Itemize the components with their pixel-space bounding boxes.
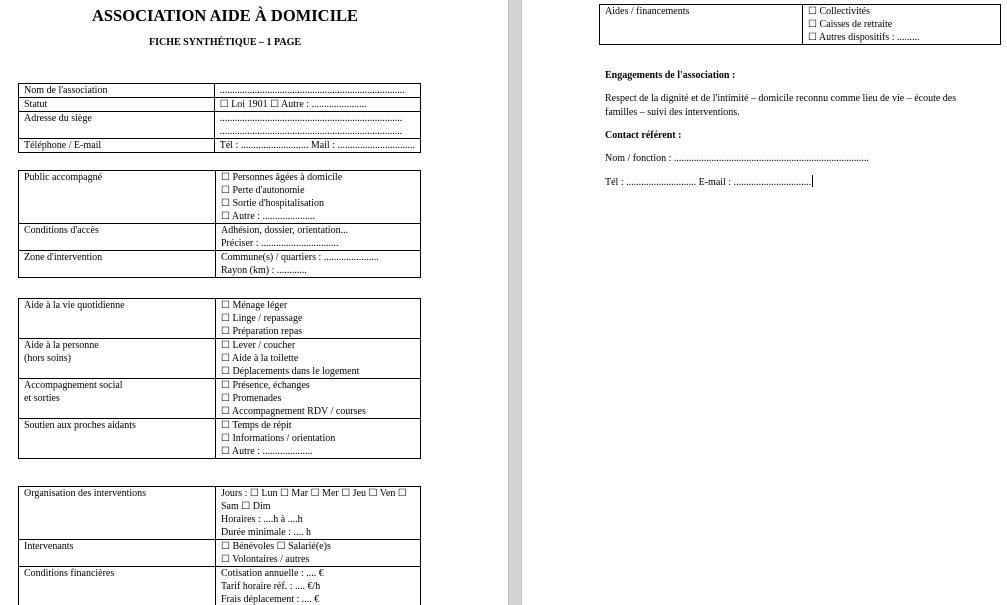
field-label-line: Intervenants	[24, 541, 74, 552]
field-value[interactable]	[216, 540, 421, 567]
field-value-line[interactable]: ☐ Informations / orientation	[221, 433, 336, 444]
field-label	[19, 171, 216, 224]
field-label-line: Zone d'intervention	[24, 252, 103, 263]
field-value-line[interactable]: ☐ Personnes âgées à domicile	[221, 172, 343, 183]
field-value-line[interactable]: Durée minimale : .... h	[221, 527, 311, 538]
field-label-line: Conditions financières	[24, 568, 115, 579]
public-table	[18, 170, 421, 278]
contact-heading: Contact référent :	[605, 130, 682, 141]
field-value-line[interactable]: ..........................................................................	[219, 85, 405, 96]
field-value-line[interactable]: ☐ Promenades	[221, 393, 282, 404]
field-value[interactable]	[216, 299, 421, 339]
field-label	[19, 224, 216, 251]
field-value[interactable]	[216, 419, 421, 459]
field-value-line[interactable]: ☐ Temps de répit	[221, 420, 292, 431]
field-value-line[interactable]: .........................................................................	[219, 113, 403, 124]
field-label	[19, 299, 216, 339]
form-row	[19, 487, 421, 540]
field-value-line[interactable]: ☐ Déplacements dans le logement	[221, 366, 360, 377]
field-label-line: Aides / financements	[605, 6, 690, 17]
field-value-line[interactable]: ☐ Linge / repassage	[221, 313, 303, 324]
form-row	[19, 171, 421, 224]
field-label-line: Aide à la personne	[24, 340, 99, 351]
field-value-line[interactable]: ☐ Perte d'autonomie	[221, 185, 305, 196]
contact-tel-email-field[interactable]: Tél : ............................ E-mail : ...............................	[605, 177, 812, 188]
field-value-line[interactable]: ☐ Accompagnement RDV / courses	[221, 406, 366, 417]
form-row	[19, 540, 421, 567]
document-page-right	[522, 0, 1007, 605]
field-value-line[interactable]: ☐ Autre : .....................	[221, 211, 315, 222]
field-value-line[interactable]: ☐ Volontaires / autres	[221, 554, 310, 565]
field-label	[19, 379, 216, 419]
field-value-line[interactable]: Rayon (km) : ............	[221, 265, 307, 276]
field-value-line[interactable]: ☐ Caisses de retraite	[808, 19, 893, 30]
field-value-line[interactable]: Préciser : ...............................	[221, 238, 339, 249]
funding-table	[599, 4, 1001, 45]
field-label-line: Adresse du siège	[24, 113, 92, 124]
organisation-table	[18, 486, 421, 605]
document-subtitle: FICHE SYNTHÉTIQUE – 1 PAGE	[148, 37, 302, 48]
contact-name-field[interactable]: Nom / fonction : ..............................................................................	[605, 153, 869, 164]
field-label	[600, 5, 803, 45]
field-value-line[interactable]: Horaires : ....h à ....h	[221, 514, 303, 525]
field-value[interactable]	[803, 5, 1001, 45]
field-label-line: Téléphone / E-mail	[24, 140, 102, 151]
field-value[interactable]	[216, 567, 421, 605]
form-row	[19, 84, 421, 98]
form-row	[19, 251, 421, 278]
field-label	[19, 251, 216, 278]
field-value-line[interactable]: Adhésion, dossier, orientation...	[221, 225, 349, 236]
field-value-line[interactable]: ☐ Préparation repas	[221, 326, 303, 337]
field-label	[19, 339, 216, 379]
field-value-line[interactable]: Tél : ........................... Mail : ...............................	[219, 140, 415, 151]
field-value[interactable]	[216, 224, 421, 251]
form-row	[19, 139, 421, 153]
field-value-line[interactable]: Sam ☐ Dim	[221, 501, 271, 512]
engagements-text-line-1: Respect de la dignité et de l'intimité – domicile reconnu comme lieu de vie – écoute des	[605, 93, 957, 104]
field-value-line[interactable]: .........................................................................	[219, 126, 403, 137]
field-value-line[interactable]: ☐ Ménage léger	[221, 300, 288, 311]
field-value-line[interactable]: Jours : ☐ Lun ☐ Mar ☐ Mer ☐ Jeu ☐ Ven ☐	[221, 488, 407, 499]
field-value-line[interactable]: Cotisation annuelle : .... €	[221, 568, 324, 579]
field-label	[19, 487, 216, 540]
form-row	[19, 419, 421, 459]
field-label	[19, 540, 216, 567]
field-label-line: Nom de l'association	[24, 85, 108, 96]
field-value[interactable]	[214, 84, 420, 98]
field-value[interactable]	[216, 379, 421, 419]
services-table	[18, 298, 421, 459]
field-value[interactable]	[214, 98, 420, 112]
form-row	[19, 567, 421, 605]
field-label	[19, 98, 215, 112]
field-value-line[interactable]: Tarif horaire réf. : .... €/h	[221, 581, 321, 592]
form-row	[19, 339, 421, 379]
form-row	[19, 224, 421, 251]
field-label	[19, 419, 216, 459]
field-value[interactable]	[216, 171, 421, 224]
document-title: ASSOCIATION AIDE À DOMICILE	[91, 6, 359, 25]
field-value-line[interactable]: Frais déplacement : .... €	[221, 594, 320, 605]
field-value[interactable]	[216, 487, 421, 540]
field-value-line[interactable]: ☐ Lever / coucher	[221, 340, 296, 351]
field-value-line[interactable]: ☐ Loi 1901 ☐ Autre : ......................	[219, 99, 367, 110]
field-value-line[interactable]: ☐ Collectivités	[808, 6, 871, 17]
field-value-line[interactable]: ☐ Présence, échanges	[221, 380, 310, 391]
form-row	[600, 5, 1001, 45]
field-value-line[interactable]: ☐ Autres dispositifs : .........	[808, 32, 920, 43]
field-label	[19, 84, 215, 98]
field-label-line: (hors soins)	[24, 353, 71, 364]
identity-table	[18, 83, 421, 153]
engagements-heading: Engagements de l'association :	[605, 70, 736, 81]
field-label-line: Soutien aux proches aidants	[24, 420, 136, 431]
field-label-line: Statut	[24, 99, 48, 110]
form-row	[19, 379, 421, 419]
field-label-line: Public accompagné	[24, 172, 103, 183]
field-label-line: et sorties	[24, 393, 60, 404]
field-value-line[interactable]: ☐ Autre : ....................	[221, 446, 313, 457]
contact-tel-email-line[interactable]	[605, 175, 813, 190]
text-cursor	[812, 175, 813, 187]
form-row	[19, 98, 421, 112]
page-gutter	[508, 0, 522, 605]
field-label-line: Aide à la vie quotidienne	[24, 300, 125, 311]
field-label-line: Conditions d'accès	[24, 225, 99, 236]
field-label	[19, 112, 215, 139]
field-value[interactable]	[214, 139, 420, 153]
field-value[interactable]	[214, 112, 420, 139]
field-label-line: Organisation des interventions	[24, 488, 147, 499]
field-value-line[interactable]: Commune(s) / quartiers : ......................	[221, 252, 379, 263]
field-label-line: Accompagnement social	[24, 380, 123, 391]
field-value[interactable]	[216, 251, 421, 278]
field-value-line[interactable]: ☐ Bénévoles ☐ Salarié(e)s	[221, 541, 331, 552]
form-row	[19, 112, 421, 139]
form-row	[19, 299, 421, 339]
field-value-line[interactable]: ☐ Aide à la toilette	[221, 353, 299, 364]
engagements-text-line-2: familles – suivi des interventions.	[605, 107, 740, 118]
field-label	[19, 139, 215, 153]
field-label	[19, 567, 216, 605]
field-value-line[interactable]: ☐ Sortie d'hospitalisation	[221, 198, 324, 209]
field-value[interactable]	[216, 339, 421, 379]
